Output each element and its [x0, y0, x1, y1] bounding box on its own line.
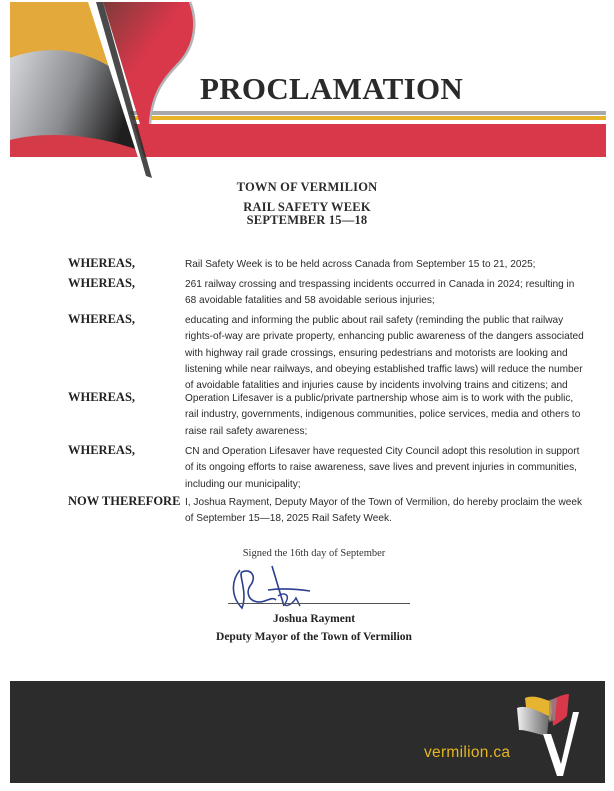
clause-text: Operation Lifesaver is a public/private partnership whose aim is to work with the public, rail industry, governments, indigenous communities, police services, media and others to raise rail safety awareness; [185, 393, 581, 437]
yellow-stripe [110, 116, 606, 120]
event-name: RAIL SAFETY WEEK [243, 200, 371, 214]
signed-date-line: Signed the 16th day of September [242, 548, 386, 559]
clause-label: WHEREAS, [68, 443, 136, 457]
page-title: PROCLAMATION [200, 71, 464, 106]
clause-text: I, Joshua Rayment, Deputy Mayor of the Town of Vermilion, do hereby proclaim the week of September 15—18, 2025 Rail Safety Week. [185, 497, 583, 525]
clause-text: Rail Safety Week is to be held across Canada from September 15 to 21, 2025; [185, 259, 536, 270]
gray-stripe [110, 111, 606, 115]
signer-name: Joshua Rayment [272, 613, 356, 625]
clause-text: CN and Operation Lifesaver have requested City Council adopt this resolution in support of its ongoing efforts to raise awareness, save lives and prevent injuries in communities, including our municipality; [185, 446, 580, 490]
clause-label: WHEREAS, [68, 390, 136, 404]
clause-label: WHEREAS, [68, 256, 136, 270]
event-dates: SEPTEMBER 15—18 [246, 213, 368, 227]
clause-text: educating and informing the public about rail safety (reminding the public that railway rights-of-way are private property, enhancing public awareness of the dangers associated with highway rail grade crossings, ensuring pedestrians and motorists are looking and listening while near railways, and obeying established traffic laws) will reduce the number of avoidable fatalities and injuries cause by incidents involving trains and citizens; and [185, 315, 584, 392]
clause-text: 261 railway crossing and trespassing incidents occurred in Canada in 2024; resulting in 68 avoidable fatalities and 58 avoidable serious injuries; [185, 279, 575, 307]
proclamation-header [0, 0, 614, 200]
handwritten-signature [220, 562, 330, 614]
signer-title: Deputy Mayor of the Town of Vermilion [216, 631, 412, 643]
organization-name: TOWN OF VERMILION [236, 180, 378, 194]
clause-label: NOW THEREFORE [68, 494, 181, 508]
website-link[interactable]: vermilion.ca [424, 744, 511, 761]
vermilion-v-flag-logo-icon [505, 690, 585, 780]
signature-line [228, 603, 410, 604]
clause-label: WHEREAS, [68, 312, 136, 326]
clause-label: WHEREAS, [68, 276, 136, 290]
